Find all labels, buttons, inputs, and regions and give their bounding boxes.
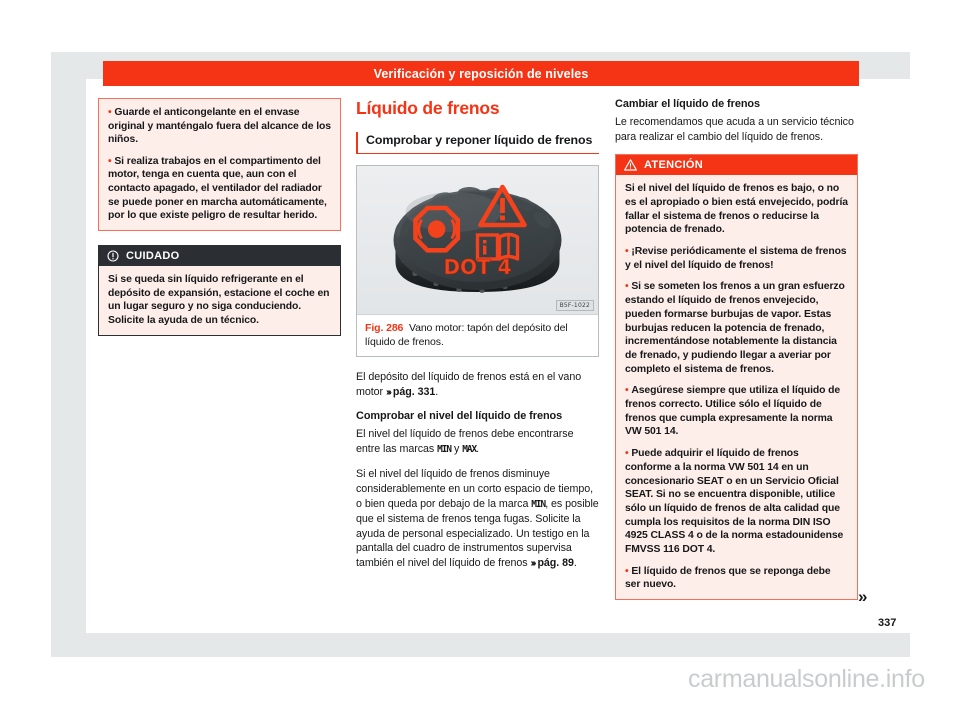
alert-bullet [625,245,848,272]
chevron-right-icon: ››› [530,557,535,569]
bullet-dot-icon: • [625,385,629,397]
bullet-dot-icon: • [625,246,629,257]
dot4-label: DOT 4 [443,255,512,279]
left-warning-box [98,98,341,231]
alert-bullet [625,384,848,439]
level-p1-b: y [451,442,463,455]
level-p2-c: . [573,556,577,569]
atencion-alert-header [616,155,857,175]
alert-intro-text: Si el nivel del líquido de frenos es bajo, o no es el apropiado o bien está envejecido, podría fallar el sistema de frenos o reducirse la potencia de frenado. [625,183,848,236]
change-fluid-paragraph: Le recomendamos que acuda a un servicio técnico para realizar el cambio del líquido de frenos. [615,116,854,143]
continuation-chevron: » [858,587,868,606]
reservoir-location-text: El depósito del líquido de frenos está en el vano motor [356,371,582,398]
alert-bullet [625,280,848,376]
level-p1-c: . [476,442,480,455]
reservoir-location-paragraph [356,370,599,400]
cuidado-note-title: CUIDADO [126,249,180,262]
middle-column [356,98,599,582]
max-mark-label: MAX [462,443,477,455]
level-check-heading: Comprobar el nivel del líquido de frenos [356,410,563,423]
section-title: Líquido de frenos [356,98,500,118]
subsection-title: Comprobar y reponer líquido de frenos [356,132,599,154]
page-reference-label: pág. 331 [392,385,436,398]
warning-bullet-text: Guarde el anticongelante en el envase original y manténgalo fuera del alcance de los niños. [108,107,331,146]
chapter-banner [103,61,859,86]
warning-bullet [108,155,331,223]
page-reference-label: pág. 89 [537,556,574,569]
reservoir-location-suffix: . [435,385,439,398]
brake-reservoir-cap-illustration [357,166,598,314]
page-columns [98,98,873,618]
level-paragraph-2 [356,467,599,571]
cuidado-note-box [98,245,341,336]
alert-bullet [625,447,848,557]
bullet-dot-icon: • [108,107,112,118]
alert-bullet-text: Si se someten los frenos a un gran esfuerzo estando el líquido de frenos envejecido, pueden formarse burbujas de vapor. Estas burbujas reducen la potencia de frenado, incrementándose notablemente la distancia de frenado, y pudiendo llegar a averiar por completo el sistema de frenos. [625,281,845,375]
left-column [98,98,341,350]
level-p1-a: El nivel del líquido de frenos debe encontrarse entre las marcas [356,428,574,455]
triangle-warning-icon [624,159,637,171]
min-mark-label: MIN [531,498,546,510]
bullet-dot-icon: • [625,281,629,293]
bullet-dot-icon: • [625,565,629,577]
alert-bullet-text: El líquido de frenos que se reponga debe ser nuevo. [625,565,831,591]
right-column [615,98,858,612]
alert-bullet-text: Asegúrese siempre que utiliza el líquido de frenos correcto. Utilice sólo el líquido de frenos que cumpla expresamente la norma VW 501 14. [625,385,841,438]
min-mark-label: MIN [437,443,452,455]
figure-number: Fig. 286 [365,322,404,334]
atencion-alert-body [616,175,857,599]
page-reference-331[interactable] [386,386,435,398]
atencion-alert-title: ATENCIÓN [644,159,704,172]
atencion-alert-box [615,154,858,600]
figure-image [357,166,598,315]
figure-286 [356,165,599,357]
figure-caption [357,315,598,356]
chevron-right-icon: ››› [386,386,390,398]
change-fluid-heading: Cambiar el líquido de frenos [615,98,761,110]
level-paragraph-1 [356,427,599,457]
warning-bullet [108,106,331,147]
cuidado-note-body [99,266,340,335]
cuidado-note-header [99,246,340,266]
chapter-banner-title: Verificación y reposición de niveles [373,66,589,81]
page-reference-89[interactable] [531,557,574,569]
page-number: 337 [878,617,897,629]
figure-code: B5F-1022 [556,300,594,311]
cuidado-note-text: Si se queda sin líquido refrigerante en el depósito de expansión, estacione el coche en un lugar seguro y no siga conduciendo. Solicite la ayuda de un técnico. [108,273,330,327]
level-p2-a: Si el nivel del líquido de frenos disminuye considerablemente en un corto espacio de tiempo, o bien queda por debajo de la marca [356,468,594,510]
warning-bullet-text: Si realiza trabajos en el compartimento del motor, tenga en cuenta que, aun con el contacto apagado, el ventilador del radiador se puede poner en marcha automáticamente, por lo que existe peligro de resultar herido. [108,155,327,222]
bullet-dot-icon: • [625,448,629,460]
watermark: carmanualsonline.info [688,665,925,693]
alert-bullet [625,565,848,592]
alert-bullet-text: ¡Revise periódicamente el sistema de frenos y el nivel del líquido de frenos! [625,246,847,271]
figure-caption-text: Vano motor: tapón del depósito del líquido de frenos. [365,322,568,348]
bullet-dot-icon: • [108,155,112,167]
notice-circle-icon [107,250,119,262]
level-p2-b: , es posible que el sistema de frenos tenga fugas. Solicite la ayuda de personal especializado. Un testigo en la pantalla del cuadro de instrumentos supervisa también el nivel del líquido de frenos [356,497,599,569]
alert-bullet-text: Puede adquirir el líquido de frenos conforme a la norma VW 501 14 en un concesionario SEAT o en un Servicio Oficial SEAT. Si no se encuentra disponible, utilice sólo un líquido de frenos de alta calidad que cumpla los requisitos de la norma DIN ISO 4925 CLASS 4 o de la norma estadounidense FMVSS 116 DOT 4. [625,448,844,556]
